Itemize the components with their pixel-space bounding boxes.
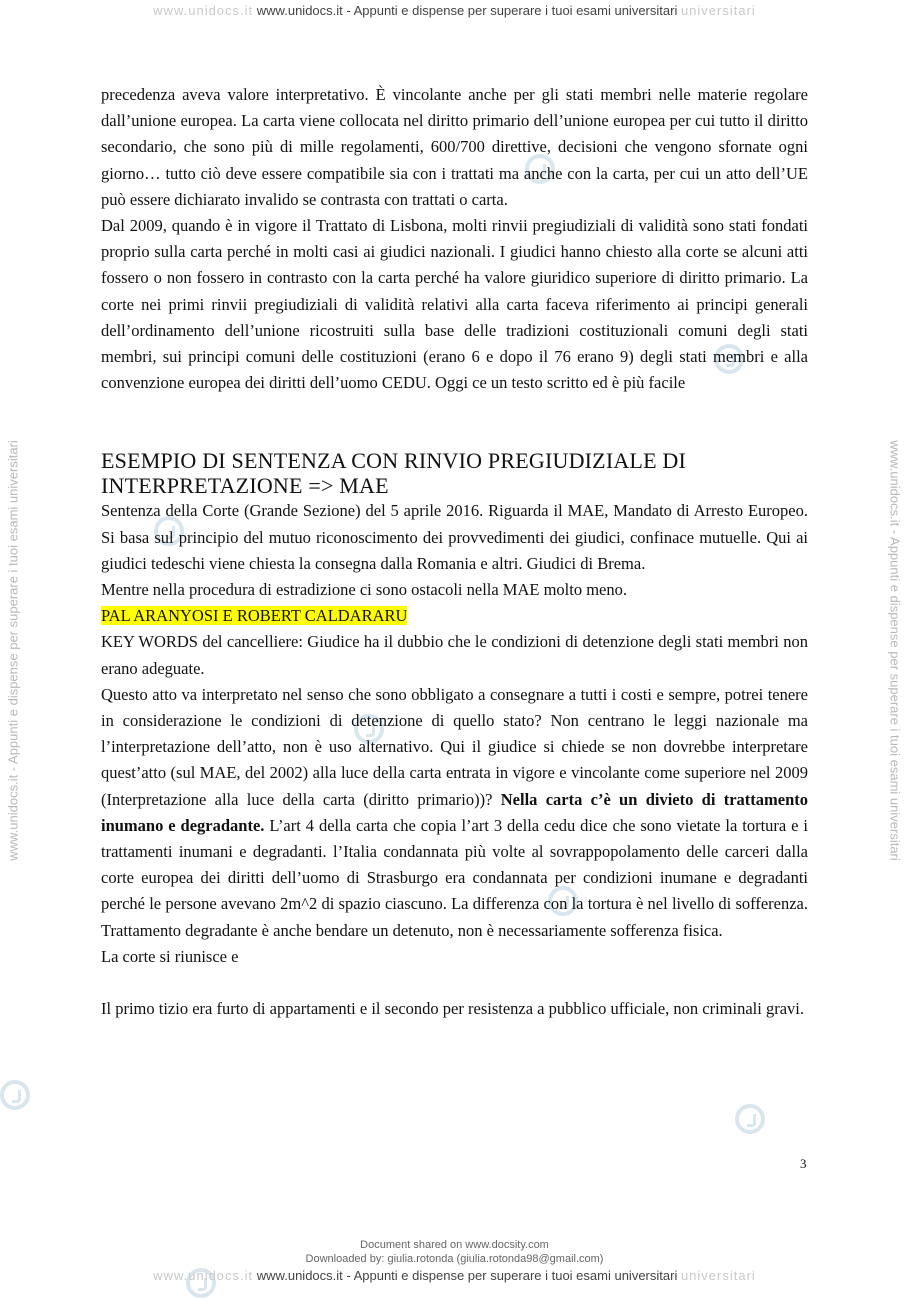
watermark-ghost-right: universitari bbox=[680, 3, 756, 18]
section-heading: ESEMPIO DI SENTENZA CON RINVIO PREGIUDIZIALE DI INTERPRETAZIONE => MAE bbox=[101, 448, 687, 499]
spacer bbox=[101, 970, 808, 996]
bold-statement: Nella carta c’è un divieto di trattamento inumano e degradante. bbox=[101, 789, 809, 835]
shared-on-line: Document shared on www.docsity.com bbox=[360, 1239, 549, 1251]
paragraph: precedenza aveva valore interpretativo. È vincolante anche per gli stati membri nelle materie regolare dall’unione europea. La carta viene collocata nel diritto primario dell’unione europea per cui tutto il diritto secondario, che sono più di mille regolamenti, 600/700 direttive, decisioni che vengono sfornate ogni giorno… tutto ciò deve essere compatibile sia con i trattati ma anche con la carta, per cui un atto dell’UE può essere dichiarato invalido se contrasta con trattati o carta. bbox=[101, 85, 808, 209]
paragraph: Mentre nella procedura di estradizione ci sono ostacoli nella MAE molto meno. bbox=[101, 580, 628, 600]
watermark-side-right: www.unidocs.it - Appunti e dispense per superare i tuoi esami universitari bbox=[887, 440, 903, 861]
paragraph: Dal 2009, quando è in vigore il Trattato di Lisbona, molti rinvii pregiudiziali di validità sono stati fondati proprio sulla carta perché in molti casi ai giudici nazionali. I giudici hanno chiesto alla corte se alcuni atti fossero o non fossero in contrasto con la carta perché ha valore giuridico superiore di diritto primario. La corte nei primi rinvii pregiudiziali di validità relativi alla carta faceva riferimento ai principi generali dell’ordinamento dell’unione ricostruiti sulla base delle tradizioni costituzionali comuni degli stati membri, sui principi comuni delle costituzioni (erano 6 e dopo il 76 erano 9) degli stati membri e alla convenzione europea dei diritti dell’uomo CEDU. Oggi ce un testo scritto ed è più facile bbox=[101, 216, 808, 393]
page-number: 3 bbox=[800, 1156, 807, 1171]
watermark-footer-text: www.unidocs.it - Appunti e dispense per superare i tuoi esami universitari bbox=[256, 1268, 678, 1283]
watermark-footer bbox=[0, 1268, 909, 1283]
watermark-ghost-left: www.unidocs.it bbox=[153, 3, 254, 18]
watermark-ghost-right: universitari bbox=[680, 1268, 756, 1283]
question-text-continued: L’art 4 della carta che copia l’art 3 della cedu dice che sono vietate la tortura e i trattamenti inumani e degradanti. l’Italia condannata più volte al sovrappopolamento delle carceri dalla corte europea dei diritti dell’uomo di Strasburgo era condannata per condizioni inumane e degradanti perché le persone avevano 2m^2 di spazio ciascuno. La differenza con la tortura è nel livello di sofferenza. Trattamento degradante è anche bendare un detenuto, non è necessariamente sofferenza fisica. bbox=[101, 815, 809, 940]
last-paragraph: Il primo tizio era furto di appartamenti e il secondo per resistenza a pubblico ufficiale, non criminali gravi. bbox=[101, 999, 804, 1019]
keywords-paragraph: KEY WORDS del cancelliere: Giudice ha il dubbio che le condizioni di detenzione degli stati membri non erano adeguate. bbox=[101, 632, 808, 678]
unidocs-logo-icon bbox=[735, 1104, 765, 1134]
question-text: Questo atto va interpretato nel senso che sono obbligato a consegnare a tutti i costi e sempre, potrei tenere in considerazione le condizioni di detenzione di quello stato? Non centrano le leggi nazionale ma l’interpretazione dell’atto, non è uso alternativo. Qui il giudice si chiede se non dovrebbe interpretare quest’atto (sul MAE, del 2002) alla luce della carta entrata in vigore e vincolante come superiore nel 2009 (Interpretazione alla luce della carta (diritto primario))? bbox=[101, 684, 808, 809]
watermark-header bbox=[0, 3, 909, 18]
highlighted-parties bbox=[101, 603, 808, 629]
downloaded-by-line: Downloaded by: giulia.rotonda (giulia.rotonda98@gmail.com) bbox=[305, 1253, 604, 1265]
document-footer bbox=[0, 1238, 909, 1266]
watermark-ghost-left: www.unidocs.it bbox=[153, 1268, 254, 1283]
highlighted-text: PAL ARANYOSI E ROBERT CALDARARU bbox=[101, 606, 408, 626]
paragraph: Sentenza della Corte (Grande Sezione) del 5 aprile 2016. Riguarda il MAE, Mandato di Arresto Europeo. Si basa sul principio del mutuo riconoscimento dei provvedimenti dei giudici, confinace mutuelle. Qui ai giudici tedeschi viene chiesta la consegna dalla Romania e altri. Giudici di Brema. bbox=[101, 501, 808, 573]
question-paragraph bbox=[101, 682, 808, 944]
watermark-side-left: www.unidocs.it - Appunti e dispense per superare i tuoi esami universitari bbox=[5, 440, 21, 861]
watermark-header-text: www.unidocs.it - Appunti e dispense per superare i tuoi esami universitari bbox=[256, 3, 678, 18]
document-body bbox=[101, 82, 808, 1022]
corte-line: La corte si riunisce e bbox=[101, 946, 239, 966]
unidocs-logo-icon bbox=[0, 1080, 30, 1110]
spacer bbox=[101, 396, 808, 448]
